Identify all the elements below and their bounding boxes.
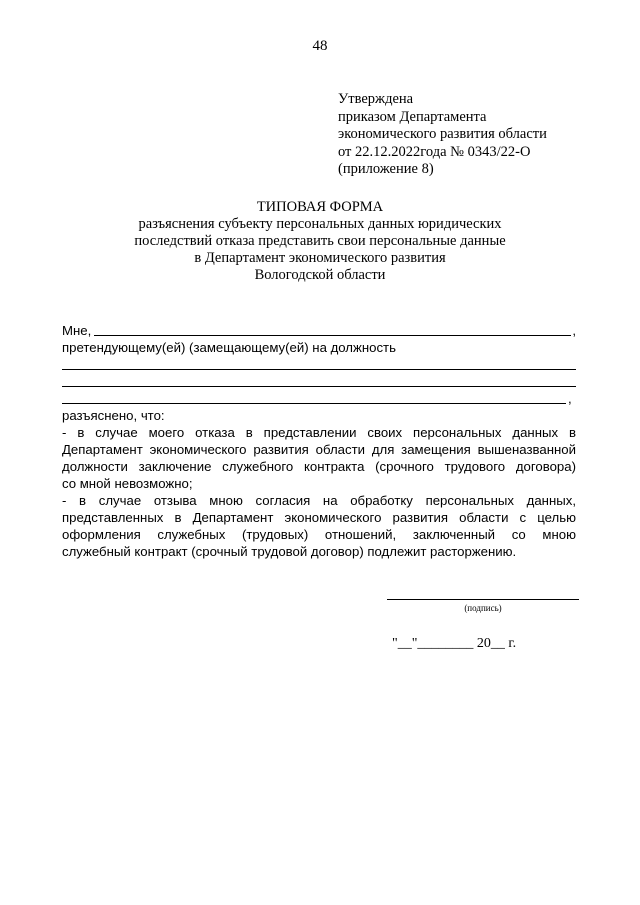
approval-line: (приложение 8) [338,161,434,177]
approval-line: экономического развития области [338,126,547,142]
paragraph-line: - в случае отзыва мною согласия на обработку персональных данных, [62,493,576,508]
position-fill-line[interactable] [62,369,576,370]
paragraph-line: - в случае моего отказа в представлении своих персональных данных в [62,425,576,440]
date-line[interactable]: "__"________ 20__ г. [392,636,517,651]
position-row [62,339,576,356]
comma: , [568,391,572,406]
name-row [62,322,576,339]
approval-line: Утверждена [338,91,414,107]
position-fill-line[interactable] [62,403,566,404]
position-label: претендующему(ей) (замещающему(ей) на должность [62,340,396,355]
comma: , [572,323,576,338]
title-line: последствий отказа представить свои персональные данные [134,233,506,249]
form-title [0,199,640,284]
paragraph-line: со мной невозможно; [62,476,193,491]
position-fill-line[interactable] [62,386,576,387]
position-fill-row [62,356,576,373]
approval-line: от 22.12.2022года № 0343/22-О [338,143,531,160]
approval-stamp [338,91,547,179]
form-body [62,322,576,560]
paragraph-line: Департамент экономического развития области для замещения вышеназванной [62,442,576,457]
me-label: Мне, [62,323,92,338]
signature-line[interactable] [387,599,579,600]
title-heading: ТИПОВАЯ ФОРМА [256,199,384,215]
paragraph-line: представленных в Департамент экономического развития области с целью [62,510,576,525]
paragraph-line: служебный контракт (срочный трудовой договор) подлежит расторжению. [62,544,517,559]
name-fill-line[interactable] [94,335,571,336]
position-fill-row [62,390,576,407]
page-number: 48 [312,38,328,54]
signature-caption: (подпись) [464,603,502,613]
position-fill-row [62,373,576,390]
approval-line: приказом Департамента [338,108,487,125]
title-line: Вологодской области [254,267,386,283]
title-line: разъяснения субъекту персональных данных юридических [138,216,502,232]
title-line: в Департамент экономического развития [194,250,446,266]
paragraph-line: должности заключение служебного контракта (срочного трудового договора) [62,459,576,474]
explained-label: разъяснено, что: [62,408,165,423]
paragraph-line: оформления служебных (трудовых) отношений, заключенный со мною [62,527,576,542]
